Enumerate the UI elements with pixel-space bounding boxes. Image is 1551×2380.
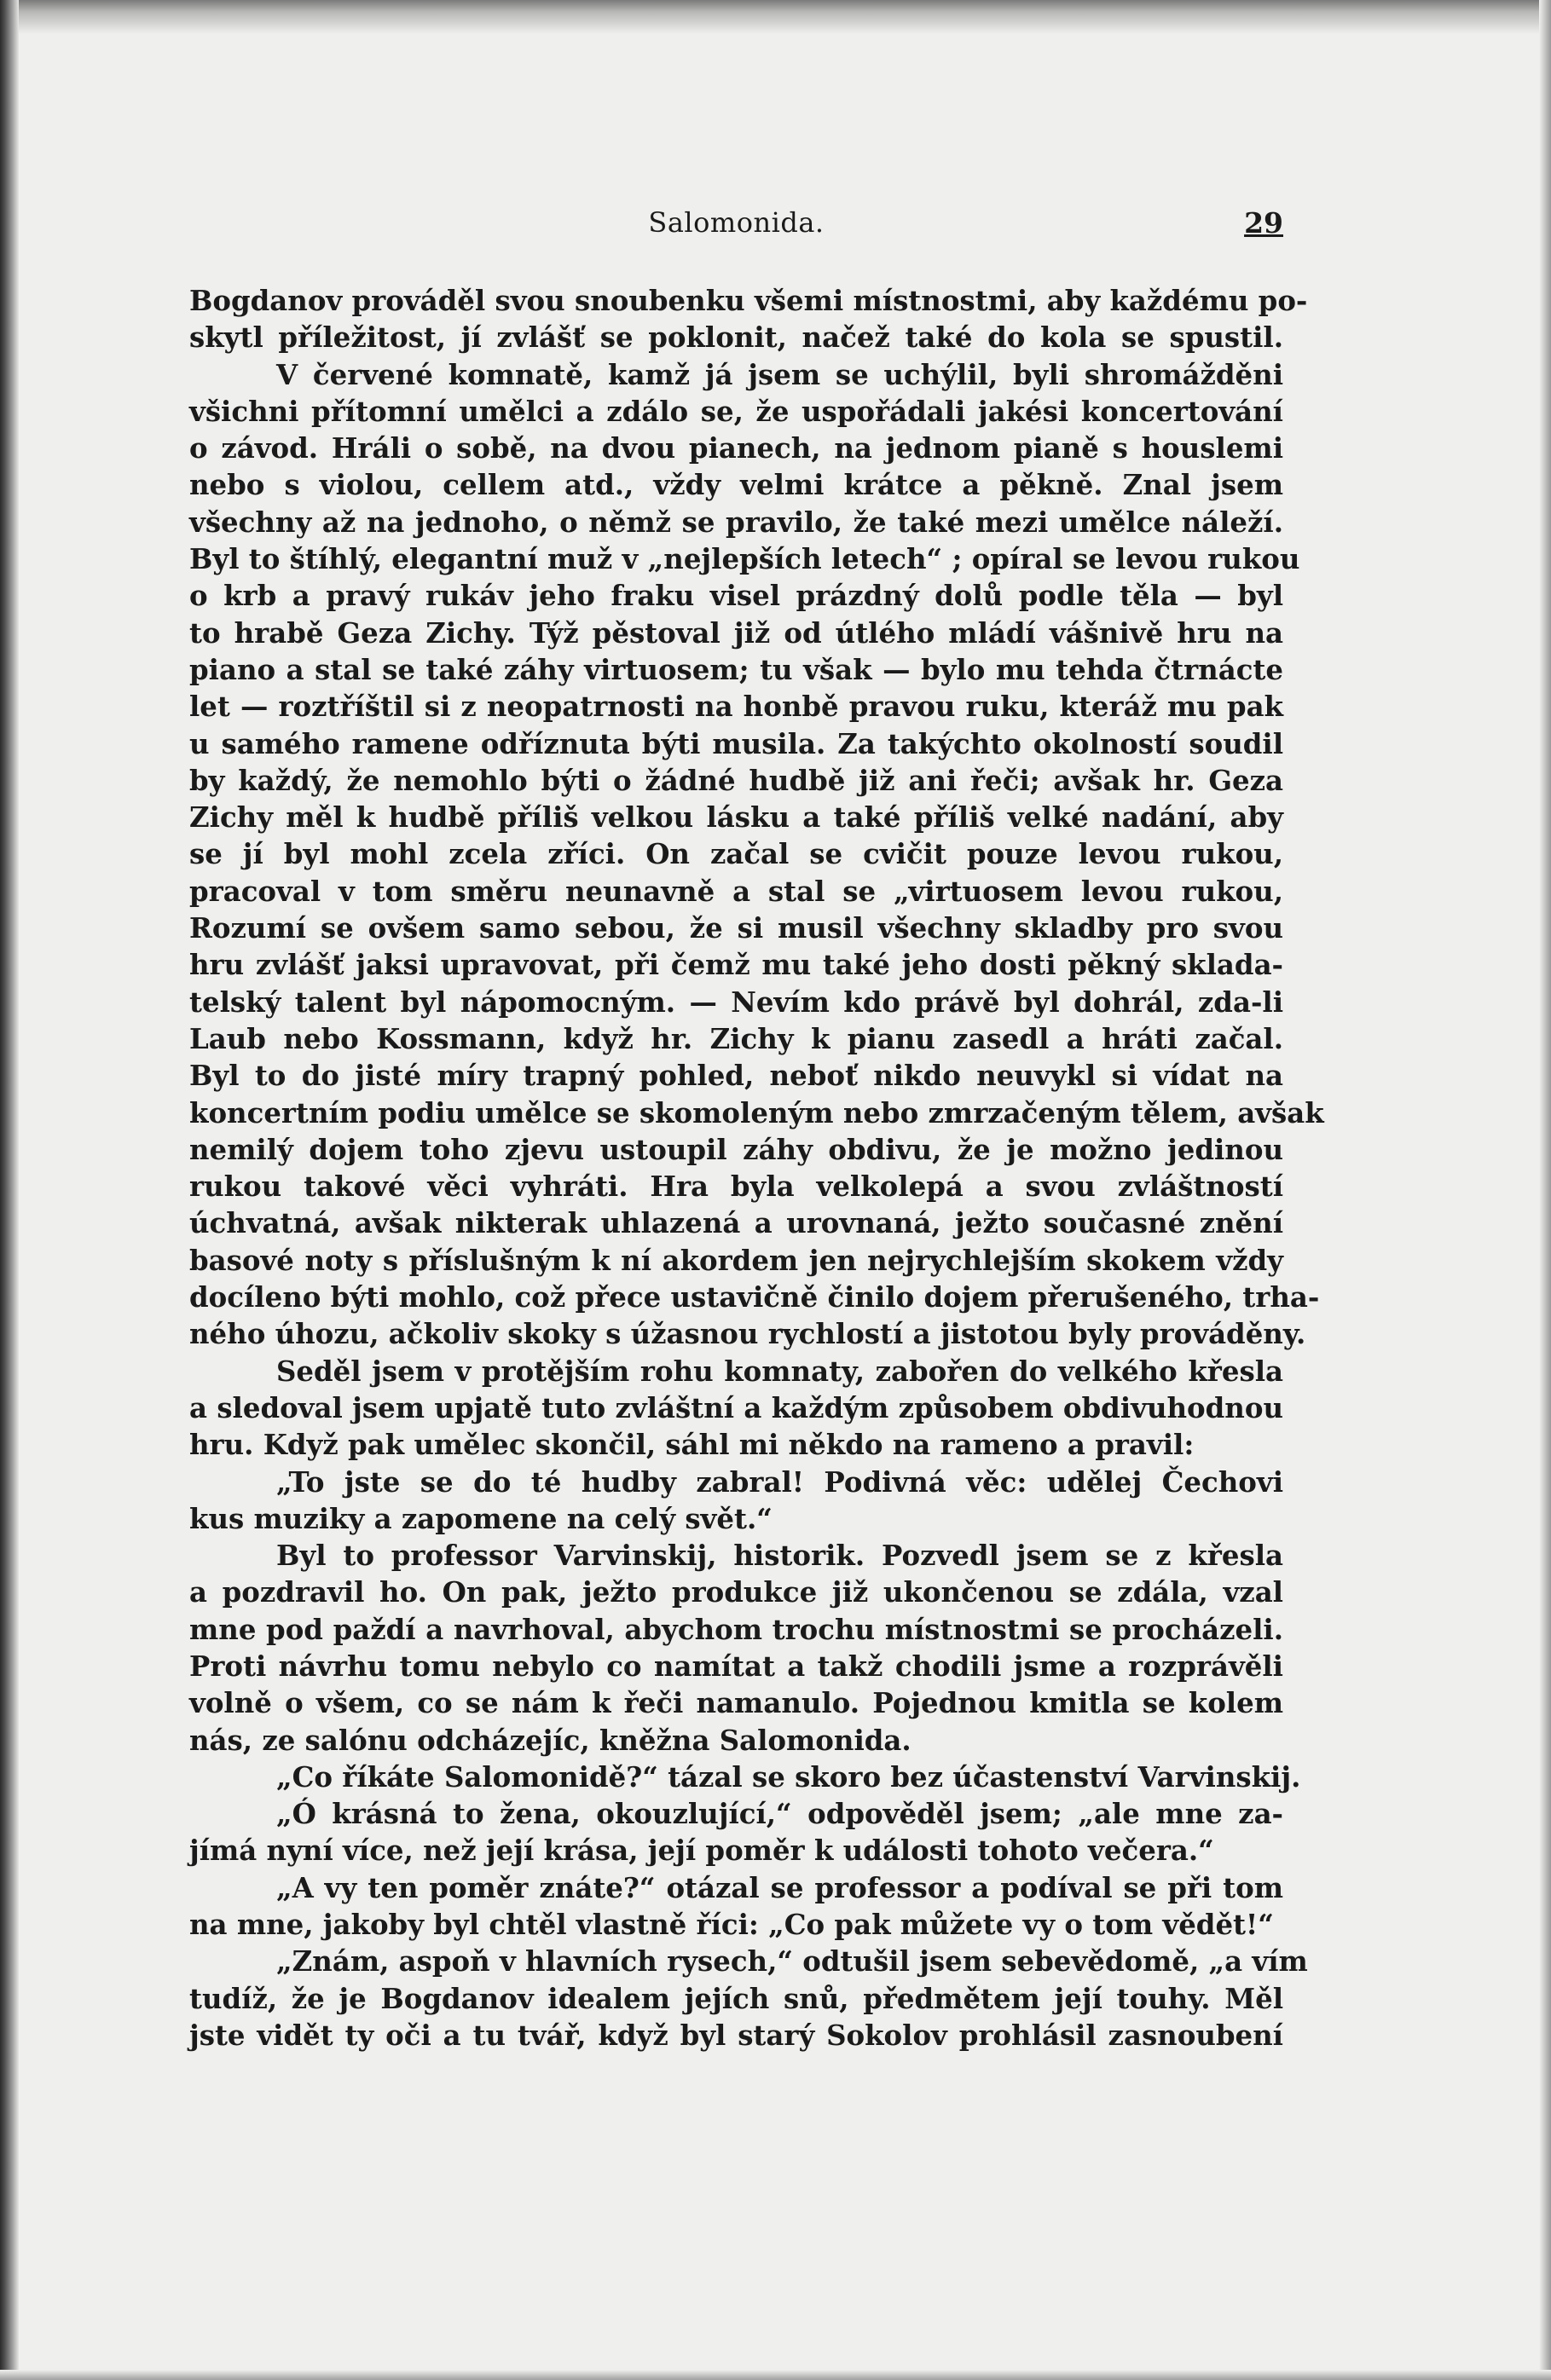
text-line: Laub nebo Kossmann, když hr. Zichy k pianu zasedl a hráti začal.: [189, 1022, 1283, 1055]
text-line: na mne, jakoby byl chtěl vlastně říci: „Co pak můžete vy o tom vědět!“: [189, 1909, 1274, 1942]
text-line: volně o všem, co se nám k řeči namanulo. Pojednou kmitla se kolem: [189, 1687, 1283, 1720]
text-line: a pozdravil ho. On pak, ježto produkce již ukončenou se zdála, vzal: [189, 1576, 1283, 1609]
text-line: Zichy měl k hudbě příliš velkou lásku a také příliš velké nadání, aby: [189, 801, 1283, 835]
text-line: ného úhozu, ačkoliv skoky s úžasnou rychlostí a jistotou byly prováděny.: [189, 1318, 1306, 1351]
text-line: mne pod paždí a navrhoval, abychom trochu místnostmi se procházeli.: [189, 1613, 1283, 1646]
text-line: nebo s violou, cellem atd., vždy velmi krátce a pěkně. Znal jsem: [189, 469, 1283, 502]
scan-edge-right: [1539, 0, 1551, 2380]
scan-edge-left: [0, 0, 19, 2380]
text-line: Byl to do jisté míry trapný pohled, neboť nikdo neuvykl si vídat na: [189, 1060, 1283, 1093]
text-line: rukou takové věci vyhráti. Hra byla velkolepá a svou zvláštností: [189, 1170, 1283, 1204]
text-line: nemilý dojem toho zjevu ustoupil záhy obdivu, že je možno jedinou: [189, 1133, 1283, 1166]
text-line: „Co říkáte Salomonidě?“ tázal se skoro bez účastenství Varvinskij.: [276, 1760, 1301, 1794]
text-line: to hrabě Geza Zichy. Týž pěstoval již od útlého mládí vášnivě hru na: [189, 616, 1283, 650]
text-line: piano a stal se také záhy virtuosem; tu však — bylo mu tehda čtrnácte: [189, 653, 1283, 686]
text-line: Rozumí se ovšem samo sebou, že si musil všechny skladby pro svou: [189, 912, 1283, 945]
text-line: koncertním podiu umělce se skomoleným nebo zmrzačeným tělem, avšak: [189, 1096, 1324, 1129]
text-line: a sledoval jsem upjatě tuto zvláštní a každým způsobem obdivuhodnou: [189, 1391, 1283, 1424]
text-line: skytl příležitost, jí zvlášť se poklonit, načež také do kola se spustil.: [189, 321, 1283, 355]
text-line: docíleno býti mohlo, což přece ustavičně činilo dojem přerušeného, trha-: [189, 1281, 1320, 1314]
text-line: telský talent byl nápomocným. — Nevím kdo právě byl dohrál, zda-li: [189, 985, 1283, 1019]
text-line: „Znám, aspoň v hlavních rysech,“ odtušil jsem sebevědomě, „a vím: [276, 1945, 1308, 1979]
text-line: o krb a pravý rukáv jeho fraku visel prázdný dolů podle těla — byl: [189, 580, 1283, 613]
text-line: Proti návrhu tomu nebylo co namítat a takž chodili jsme a rozprávěli: [189, 1649, 1283, 1683]
text-line: „To jste se do té hudby zabral! Podivná věc: udělej Čechovi: [276, 1465, 1283, 1499]
text-line: „Ó krásná to žena, okouzlující,“ odpověděl jsem; „ale mne za-: [276, 1798, 1283, 1831]
text-line: hru. Když pak umělec skončil, sáhl mi někdo na rameno a pravil:: [189, 1429, 1195, 1462]
text-line: „A vy ten poměr znáte?“ otázal se professor a podíval se při tom: [276, 1871, 1283, 1904]
running-title: Salomonida.: [648, 206, 825, 239]
book-page: [189, 194, 1324, 2054]
text-line: jímá nyní více, než její krása, její poměr k události tohoto večera.“: [189, 1834, 1214, 1868]
text-line: o závod. Hráli o sobě, na dvou pianech, na jednom pianě s houslemi: [189, 432, 1283, 465]
text-line: let — roztříštil si z neopatrnosti na honbě pravou ruku, kteráž mu pak: [189, 690, 1283, 724]
page-number: 29: [1244, 206, 1283, 240]
page-header: [189, 194, 1283, 246]
text-line: úchvatná, avšak nikterak uhlazená a urovnaná, ježto současné znění: [189, 1207, 1283, 1240]
text-line: u samého ramene odříznuta býti musila. Za takýchto okolností soudil: [189, 727, 1283, 760]
text-line: všechny až na jednoho, o němž se pravilo, že také mezi umělce náleží.: [189, 505, 1283, 539]
text-line: Byl to professor Varvinskij, historik. Pozvedl jsem se z křesla: [276, 1539, 1283, 1573]
text-line: hru zvlášť jaksi upravovat, při čemž mu také jeho dosti pěkný sklada-: [189, 949, 1283, 982]
body-text: [189, 283, 1324, 2054]
scan-edge-bottom: [0, 2370, 1551, 2380]
text-line: Byl to štíhlý, elegantní muž v „nejlepších letech“ ; opíral se levou rukou: [189, 543, 1300, 576]
text-line: jste vidět ty oči a tu tvář, když byl starý Sokolov prohlásil zasnoubení: [189, 2019, 1283, 2052]
text-line: všichni přítomní umělci a zdálo se, že uspořádali jakési koncertování: [189, 395, 1283, 428]
text-line: tudíž, že je Bogdanov idealem jejích snů, předmětem její touhy. Měl: [189, 1982, 1283, 2015]
scan-edge-top: [0, 0, 1551, 34]
text-line: kus muziky a zapomene na celý svět.“: [189, 1502, 773, 1535]
text-line: pracoval v tom směru neunavně a stal se „virtuosem levou rukou,: [189, 875, 1283, 908]
text-line: by každý, že nemohlo býti o žádné hudbě již ani řeči; avšak hr. Geza: [189, 764, 1283, 797]
text-line: nás, ze salónu odcházejíc, kněžna Salomonida.: [189, 1724, 912, 1757]
text-line: Seděl jsem v protějším rohu komnaty, zabořen do velkého křesla: [276, 1355, 1283, 1388]
text-line: se jí byl mohl zcela zříci. On začal se cvičit pouze levou rukou,: [189, 838, 1283, 871]
text-line: Bogdanov prováděl svou snoubenku všemi místnostmi, aby každému po-: [189, 285, 1308, 317]
text-line: basové noty s příslušným k ní akordem jen nejrychlejším skokem vždy: [189, 1244, 1283, 1277]
text-line: V červené komnatě, kamž já jsem se uchýlil, byli shromážděni: [276, 358, 1283, 391]
